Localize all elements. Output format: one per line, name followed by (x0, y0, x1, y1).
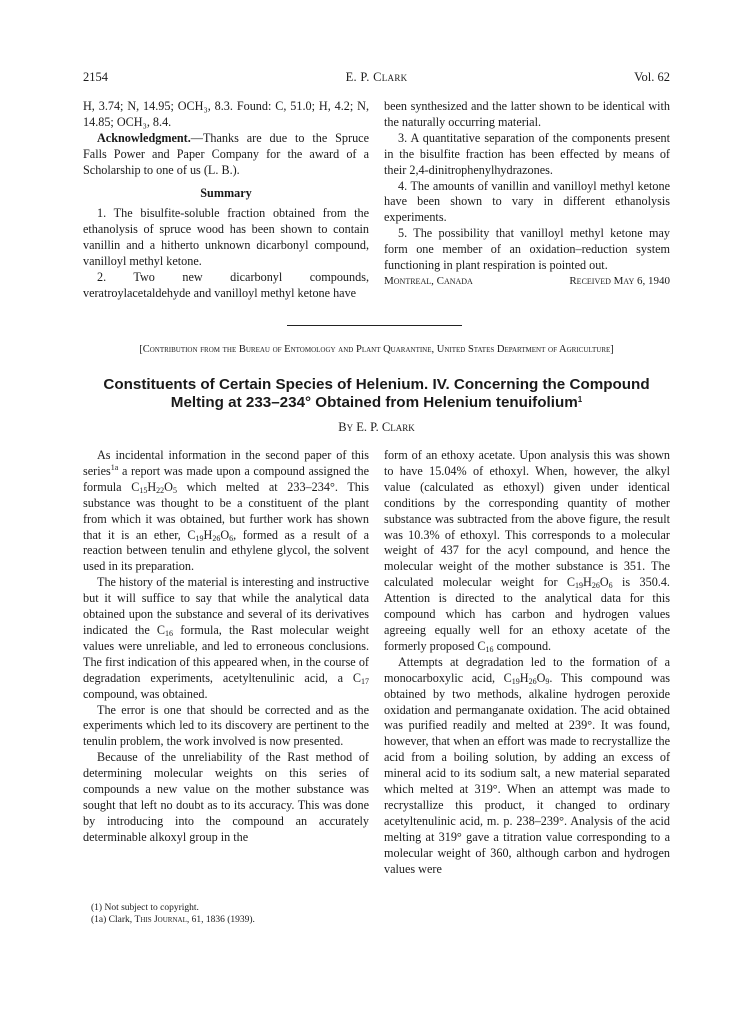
location: Montreal, Canada (384, 274, 473, 287)
article-title (83, 376, 670, 412)
title-line-1: Constituents of Certain Species of Helenium. IV. Concerning the Compound (103, 376, 650, 393)
top-left-column (83, 99, 369, 302)
body-paragraph: Attempts at degradation led to the formation of a monocarboxylic acid, $C_{19}H_{26}O_9$. This compound was obtained by two methods, alkaline hydrogen peroxide oxidation and permanganate oxidation. The acid obtained was purified readily and melted at 239°. It was found, however, that when an effort was made to recrystallize the acid from a boiling solution, by adding an excess of mineral acid to its sodium salt, a new material separated which melted at 319°. When an attempt was made to recrystallize this product, it changed to ordinary acetyltenulinic acid, m. p. 238–239°. Analysis of the acid melting at 319° gave a titration value corresponding to a molecular weight of 360, although carbon and hydrogen values were (384, 654, 670, 876)
received-line (384, 274, 670, 290)
body-right-column (384, 448, 670, 877)
summary-heading: Summary (200, 185, 252, 200)
section-divider (287, 325, 462, 326)
summary-item-1: 1. The bisulfite-soluble fraction obtained from the ethanolysis of spruce wood has been shown to contain vanillin and a hitherto unknown dicarbonyl compound, vanilloyl methyl ketone. (83, 206, 369, 269)
summary-item-5: 5. The possibility that vanilloyl methyl ketone may form one member of an oxidation–reduction system functioning in plant respiration is pointed out. (384, 226, 670, 273)
top-right-column (384, 99, 670, 290)
reference-mark: 1a (110, 462, 119, 472)
acknowledgment (83, 131, 369, 179)
contribution-note: [Contribution from the Bureau of Entomology and Plant Quarantine, United States Department of Agriculture] (139, 344, 614, 355)
title-line-2-wrap (83, 394, 670, 412)
body-paragraph: Because of the unreliability of the Rast method of determining molecular weights on this series of compounds a new value on the mother substance was sought that left no doubt as to its accuracy. This was done by introducing into the compound an accurately determinable alkoxyl group in the (83, 750, 369, 844)
running-head-author: E. P. Clark (345, 70, 408, 84)
page-number: 2154 (83, 70, 108, 84)
footnotes (83, 902, 369, 926)
summary-item-2: 2. Two new dicarbonyl compounds, veratroylacetaldehyde and vanilloyl methyl ketone have (83, 270, 369, 300)
byline: By E. P. Clark (338, 420, 415, 434)
footnote-1: (1) Not subject to copyright. (91, 903, 199, 913)
summary-item-4: 4. The amounts of vanillin and vanilloyl methyl ketone have been shown to vary in different ethanolysis experiments. (384, 178, 670, 225)
body-paragraph: The history of the material is interesting and instructive but it will suffice to say that while the analytical data obtained upon the substance and several of its derivatives indicated the $C_{16}$ formula, the Rast molecular weight values were unreliable, and led to erroneous conclusions. The first indication of this appeared when, in the course of degradation experiments, acetyltenulinic acid, a $C_{17}$ compound, was obtained. (83, 575, 369, 701)
summary-continuation: been synthesized and the latter shown to be identical with the naturally occurring material. (384, 99, 670, 129)
acknowledgment-text: —Thanks are due to the Spruce Falls Power and Paper Company for the award of a Scholarship to one of us (L. B.). (83, 130, 369, 177)
analysis-line: H, 3.74; N, 14.95; OCH₃, 8.3. Found: C, 51.0; H, 4.2; N, 14.85; OCH₃, 8.4. (83, 99, 369, 129)
summary-item-3: 3. A quantitative separation of the components present in the bisulfite fraction has been effected by means of their 2,4-dinitrophenylhydrazones. (384, 130, 670, 177)
footnote-1a: (1a) Clark, This Journal, 61, 1836 (1939). (91, 915, 255, 925)
body-paragraph: The error is one that should be corrected and as the experiments which led to its discovery are pertinent to the tenulin problem, the work involved is now presented. (83, 702, 369, 749)
title-footnote-mark: 1 (577, 395, 583, 404)
body-paragraph: form of an ethoxy acetate. Upon analysis this was shown to have 15.04% of ethoxyl. When, however, the alkyl value (calculated as ethoxyl) given under identical conditions by the corresponding quantity of mother substance was subtracted from the above figure, the result was 10.3% of ethoxyl. This corresponds to a molecular weight of 437 for the acyl compound, and hence the molecular weight of the mother substance is 351. The calculated molecular weight for $C_{19}H_{26}O_6$ is 350.4. Attention is directed to the analytical data for this compound which has carbon and hydrogen values agreeing equally well for an ethoxy acetate of the formerly proposed $C_{16}$ compound. (384, 448, 670, 654)
body-paragraph: As incidental information in the second paper of this series$^{1a}$ a report was made upon a compound assigned the formula $C_{15}H_{22}O_5$ which melted at 233–234°. This substance was thought to be a constituent of the plant from which it was obtained, but further work has shown that it is an ether, $C_{19}H_{26}O_6$, formed as a result of a reaction between tenulin and ethylene glycol, the solvent used in its preparation. (83, 448, 369, 574)
received-date: Received May 6, 1940 (569, 274, 670, 287)
running-head (83, 70, 670, 86)
title-line-2: Melting at 233–234° Obtained from Helenium tenuifolium (170, 394, 578, 411)
acknowledgment-label: Acknowledgment. (97, 130, 191, 145)
body-left-column (83, 448, 369, 846)
volume-label: Vol. 62 (634, 70, 670, 84)
